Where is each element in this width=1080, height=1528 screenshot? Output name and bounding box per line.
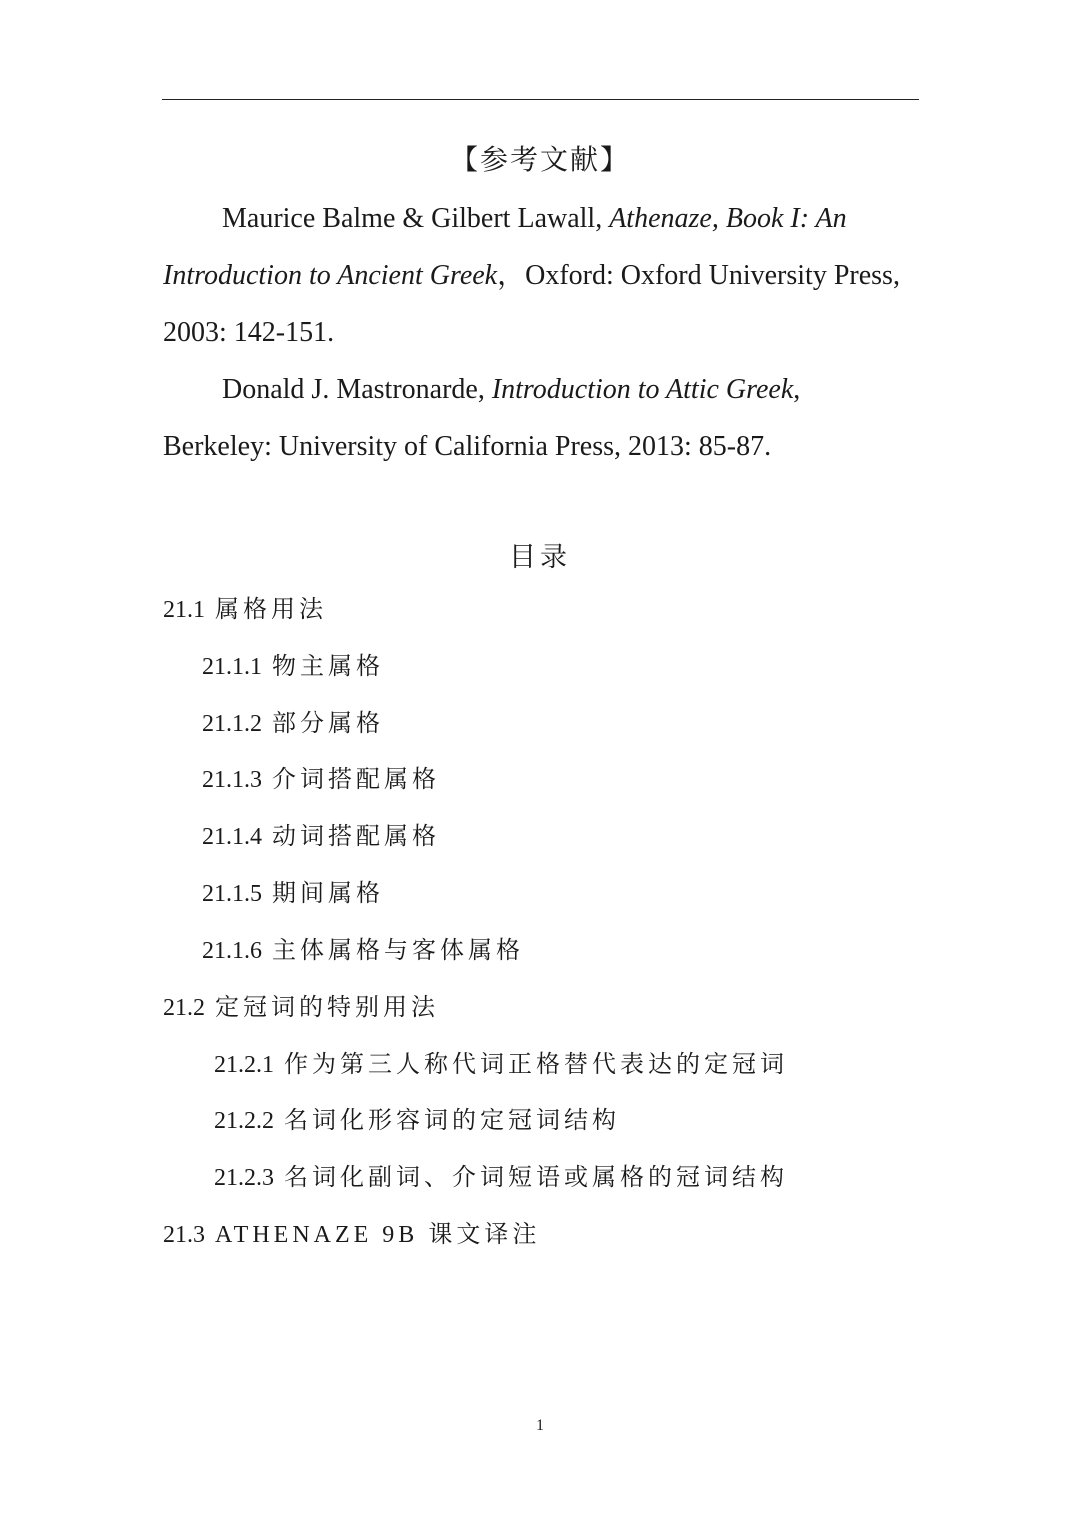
toc-item [214,1158,788,1198]
reference-publication: , Berkeley: University of California Press, 2013: 85-87. [163,374,801,462]
toc-item [202,874,384,914]
toc-item-number: 21.1.1 [202,654,262,680]
reference-work-title: Athenaze, Book I: An Introduction to Ancient Greek [163,203,847,291]
references-heading: 【参考文献】 [449,145,630,176]
toc-item-number: 21.1.2 [202,711,262,737]
reference-authors: Maurice Balme & Gilbert Lawall, [222,203,610,234]
reference-publication: ，Oxford: Oxford University Press, 2003: 142-151. [163,260,900,348]
toc-item-number: 21.1.6 [202,938,262,964]
toc-item-text: 主体属格与客体属格 [272,938,524,964]
toc-item [214,1101,620,1141]
reference-authors: Donald J. Mastronarde, [222,374,492,405]
toc-item-text: 属格用法 [215,597,327,623]
toc-item [214,1045,788,1085]
toc-heading: 目录 [509,542,571,572]
toc-item-number: 21.1.5 [202,881,262,907]
toc-item-text: 介词搭配属格 [272,767,440,793]
toc-item [163,1215,540,1255]
toc-item-text: 作为第三人称代词正格替代表达的定冠词 [284,1052,788,1078]
toc-item [202,704,384,744]
toc-item [202,817,440,857]
toc-item-text: ATHENAZE 9B 课文译注 [215,1222,541,1248]
toc-item-number: 21.1.4 [202,824,262,850]
reference-entry [163,361,903,475]
toc-item [202,760,440,800]
toc-item-text: 动词搭配属格 [272,824,440,850]
toc-item [163,988,439,1028]
toc-item-number: 21.1 [163,597,205,623]
toc-item-number: 21.2.1 [214,1052,274,1078]
toc-item-text: 物主属格 [272,654,384,680]
page-number: 1 [536,1417,544,1434]
toc-item-text: 部分属格 [272,711,384,737]
toc-item-text: 名词化形容词的定冠词结构 [284,1108,620,1134]
toc-item-number: 21.2.3 [214,1165,274,1191]
toc-item-number: 21.2.2 [214,1108,274,1134]
references-list [163,190,903,475]
toc-item [202,647,384,687]
toc-item [163,590,327,630]
reference-entry [163,190,903,361]
toc-item-number: 21.2 [163,995,205,1021]
toc-item [202,931,524,971]
toc-item-number: 21.1.3 [202,767,262,793]
toc-item-number: 21.3 [163,1222,205,1248]
reference-work-title: Introduction to Attic Greek [491,374,794,405]
toc-item-text: 期间属格 [272,881,384,907]
toc-item-text: 名词化副词、介词短语或属格的冠词结构 [284,1165,788,1191]
toc-item-text: 定冠词的特别用法 [215,995,439,1021]
header-rule [162,99,919,100]
